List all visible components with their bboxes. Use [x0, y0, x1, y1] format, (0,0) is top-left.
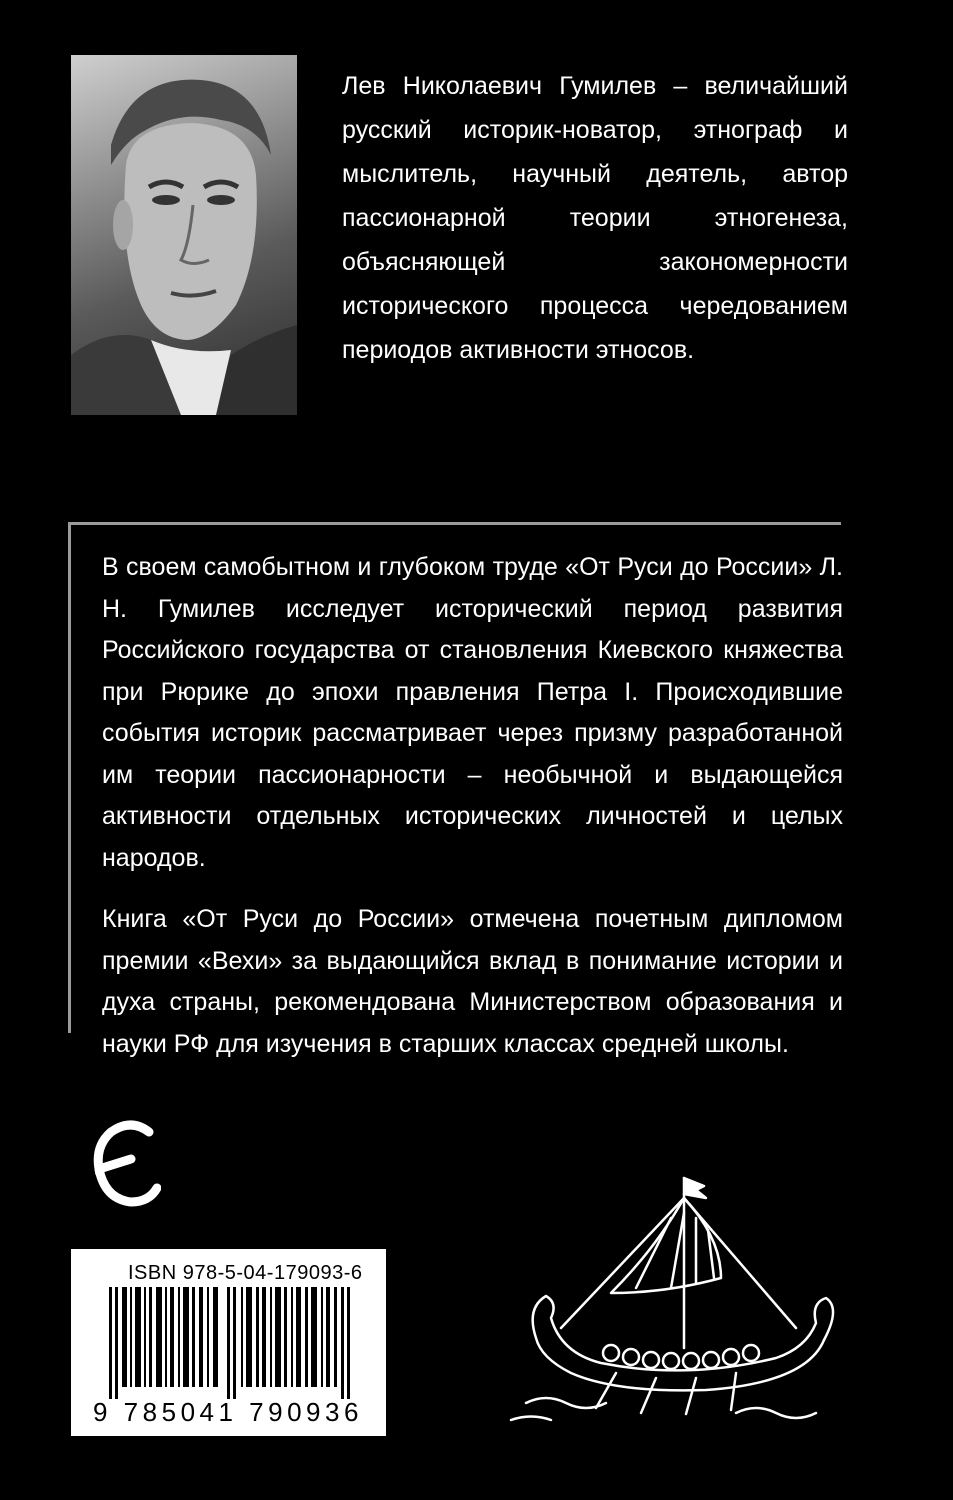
barcode-box — [71, 1249, 386, 1458]
author-bio: Лев Николаевич Гумилев – величайший русский историк-новатор, этнограф и мыслитель, научный деятель, автор пассионарной теории этногенеза, объясняющей закономерности исторического процесса чередованием периодов активности этносов. — [342, 72, 848, 364]
description-paragraph-1: В своем самобытном и глубоком труде «От Руси до России» Л. Н. Гумилев исследует исторический период развития Российского государства от становления Киевского княжества при Рюрике до эпохи правления Петра I. Происходившие события историк рассматривает через призму разработанной им теории пассионарности – необычной и выдающейся активности отдельных исторических личностей и целых народов. — [102, 553, 843, 872]
author-portrait — [71, 55, 297, 415]
barcode-digits: 9 785041 790936 > — [93, 1397, 363, 1458]
barcode-bars — [109, 1287, 359, 1399]
description-paragraph-2: Книга «От Руси до России» отмечена почетным дипломом премии «Вехи» за выдающийся вклад в понимание истории и духа страны, рекомендована Министерством образования и науки РФ для изучения в старших классах средней школы. — [102, 905, 843, 1058]
book-description — [102, 547, 843, 1085]
publisher-logo-icon — [91, 1114, 161, 1214]
viking-ship-icon — [506, 1158, 861, 1428]
isbn-label: ISBN 978-5-04-179093-6 — [128, 1262, 363, 1284]
